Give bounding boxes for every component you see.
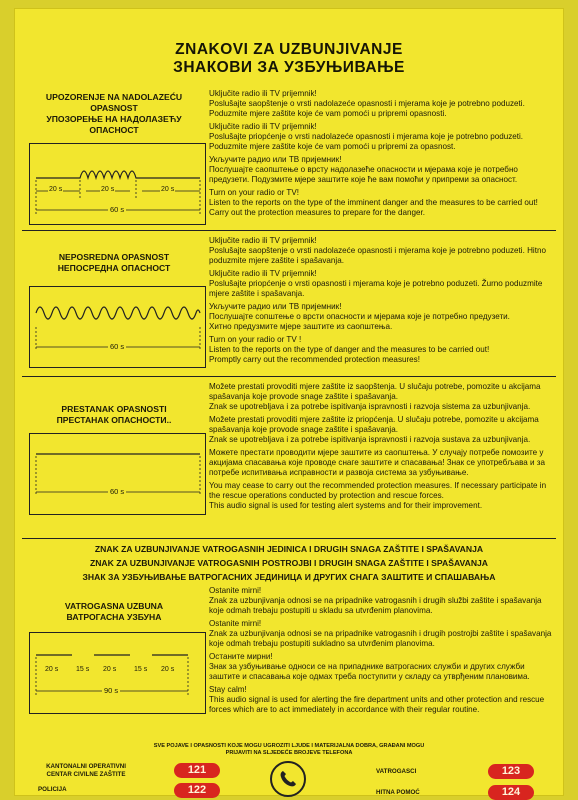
service-label-civil-protection: KANTONALNI OPERATIVNI CENTAR CIVILNE ZAŠTITE <box>46 763 126 778</box>
signal-header <box>24 92 204 136</box>
instruction-serbian: Укључите радио или ТВ пријемник! Послушајте саопштење о врсту надолазеће опасности и мјерама које је потребно предузети. Подузмите мјере заштите које ће вам помоћи у припреми за опасност. <box>209 155 518 184</box>
instruction-serbian: Укључите радио или ТВ пријемник! Послушајте сопштење о врсти опасности и мјерама које је потребно предузети. Хитно предузмите мјере заштите из саопштења. <box>209 302 510 331</box>
fire-alarm-heading-croatian: ZNAK ZA UZBUNJIVANJE VATROGASNIH POSTROJBI I DRUGIH SNAGA ZAŠTITE I SPAŠAVANJA <box>89 558 489 568</box>
section-fire-alarm <box>14 586 564 736</box>
signal-diagram <box>29 286 206 368</box>
signal-header <box>24 404 204 426</box>
signal-name-latin: PRESTANAK OPASNOSTI <box>61 404 167 414</box>
instruction-english: Turn on your radio or TV! Listen to the reports on the type of the imminent danger and the measures to be carried out! Carry out the protection measures to prepare for the danger. <box>209 188 538 217</box>
number-civil-protection[interactable]: 121 <box>174 763 220 778</box>
segment-duration: 20 s <box>45 666 59 673</box>
total-duration: 60 s <box>110 487 125 496</box>
signal-name-cyrillic: ПРЕСТАНАК ОПАСНОСТИ.. <box>56 415 172 425</box>
signal-diagram <box>29 632 206 714</box>
segment-duration: 20 s <box>103 666 117 673</box>
signal-instructions <box>209 89 554 221</box>
signal-instructions <box>209 236 554 368</box>
instruction-croatian: Uključite radio ili TV prijemnik! Poslušajte priopćenje o vrsti nadolazeće opasnosti i mjerama koje je potrebno poduzeti. Poduzmite mjere zaštite koje će vam pomoći u pripremi za opasnost. <box>209 122 524 151</box>
section-direct-danger <box>14 234 564 374</box>
service-label-ambulance: HITNA POMOĆ <box>376 789 420 796</box>
signal-name-cyrillic: УПОЗОРЕЊЕ НА НАДОЛАЗЕЋУ ОПАСНОСТ <box>46 114 182 135</box>
note-line: SVE POJAVE I OPASNOSTI KOJE MOGU UGROZITI LJUDE I MATERIJALNA DOBRA, GRAĐANI MOGU <box>153 743 425 749</box>
signal-header <box>24 252 204 274</box>
instruction-bosnian: Uključite radio ili TV prijemnik! Poslušajte saopštenje o vrsti nadolazeće opasnosti i mjerama koje je potrebno poduzeti. Hitno poduzmite mjere zaštite i spašavanja. <box>209 236 546 265</box>
section-divider <box>22 538 556 539</box>
number-firefighters[interactable]: 123 <box>488 764 534 779</box>
poster-title-cyrillic: ЗНАКОВИ ЗА УЗБУЊИВАЊЕ <box>173 59 405 76</box>
fire-alarm-heading-serbian: ЗНАК ЗА УЗБУЊИВАЊЕ ВАТРОГАСНИХ ЈЕДИНИЦА И ДРУГИХ СНАГА ЗАШТИТЕ И СПАШАВАЊА <box>82 572 496 582</box>
note-line: PRIJAVITI NA SLJEDEĆE BROJEVE TELEFONA <box>225 750 353 756</box>
signal-instructions <box>209 382 554 514</box>
service-label-firefighters: VATROGASCI <box>376 768 417 775</box>
signal-name-latin: VATROGASNA UZBUNA <box>64 601 164 611</box>
segment-duration: 20 s <box>161 186 175 193</box>
number-police[interactable]: 122 <box>174 783 220 798</box>
signal-waveform <box>30 287 205 367</box>
instruction-serbian: Можете престати проводити мјере заштите из саопштења. У случају потребе помозите у акцијама спасавања које проводе снаге заштите и спасавања! Знак се употребљава и за потребе испитивања исправности и развоја система за узбуњивање. <box>209 448 546 477</box>
instruction-english: You may cease to carry out the recommended protection measures. If necessary participate in the rescue operations conducted by protection and rescue forces. This audio signal is used for testing alert systems and for their improvement. <box>209 481 547 510</box>
instruction-serbian: Останите мирни! Знак за узбуњивање односи се на припаднике ватрогасних служби и других служби заштите и спасавања које одмах треба поступити у складу са утврђеним плановима. <box>209 652 530 681</box>
signal-instructions <box>209 586 554 718</box>
segment-duration: 20 s <box>161 666 175 673</box>
section-divider <box>22 230 556 231</box>
signal-header <box>24 601 204 623</box>
instruction-croatian: Uključite radio ili TV prijemnik! Poslušajte priopćenje o vrsti opasnosti i mjerama koje je potrebno poduzeti. Žurno poduzmite mjere zaštite i spašavanja. <box>209 269 543 298</box>
section-imminent-danger <box>14 86 564 228</box>
service-label-police: POLICIJA <box>38 786 67 793</box>
alert-signals-poster <box>14 8 564 796</box>
instruction-croatian: Ostanite mirni! Znak za uzbunjivanja odnosi se na pripadnike vatrogasnih i drugih postrojbi zaštite i spašavanja koje odmah trebaju postupiti sukladno sa utvrđenim planovima. <box>209 619 552 648</box>
segment-duration: 15 s <box>134 666 148 673</box>
instruction-bosnian: Možete prestati provoditi mjere zaštite iz saopštenja. U slučaju potrebe, pomozite u akcijama spašavanja koje provode snage zaštite i spašavanja. Znak se upotrebljava i za potrebe ispitivanja ispravnosti i razvoja sistema za uzbunjivanja. <box>209 382 541 411</box>
instruction-english: Stay calm! This audio signal is used for alerting the fire department units and other protection and rescue forces which are to act immediately in accordance with their regular routine. <box>209 685 545 714</box>
instruction-bosnian: Ostanite mirni! Znak za uzbunjivanja odnosi se na pripadnike vatrogasnih i drugih službi zaštite i spašavanja koje odmah trebaju postupiti u skladu sa utvrđenim planovima. <box>209 586 542 615</box>
signal-waveform <box>30 434 205 514</box>
poster-title-latin: ZNAKOVI ZA UZBUNJIVANJE <box>175 41 403 58</box>
signal-diagram <box>29 143 206 225</box>
total-duration: 60 s <box>110 342 125 351</box>
fire-alarm-heading-bosnian: ZNAK ZA UZBUNJIVANJE VATROGASNIH JEDINICA I DRUGIH SNAGA ZAŠTITE I SPAŠAVANJA <box>94 544 484 554</box>
emergency-numbers-note <box>14 743 564 757</box>
section-danger-ended <box>14 380 564 538</box>
signal-name-cyrillic: НЕПОСРЕДНА ОПАСНОСТ <box>57 263 171 273</box>
signal-name-cyrillic: ВАТРОГАСНА УЗБУНА <box>66 612 162 622</box>
signal-name-latin: UPOZORENJE NA NADOLAZEĆU OPASNOST <box>45 92 183 113</box>
segment-duration: 20 s <box>101 186 115 193</box>
instruction-english: Turn on your radio or TV ! Listen to the reports on the type of danger and the measures to be carried out! Promptly carry out the recommended protection measures! <box>209 335 490 364</box>
signal-name-latin: NEPOSREDNA OPASNOST <box>58 252 170 262</box>
instruction-bosnian: Uključite radio ili TV prijemnik! Poslušajte saopštenje o vrsti nadolazeće opasnosti i mjerama koje je potrebno poduzeti. Poduzmite mjere zaštite koje će vam pomoći u pripremi opasnosti. <box>209 89 525 118</box>
segment-duration: 15 s <box>76 666 90 673</box>
phone-icon <box>270 761 306 797</box>
section-divider <box>22 376 556 377</box>
segment-duration: 20 s <box>49 186 63 193</box>
total-duration: 90 s <box>104 686 119 695</box>
signal-waveform <box>30 633 205 713</box>
signal-diagram <box>29 433 206 515</box>
number-ambulance[interactable]: 124 <box>488 785 534 800</box>
instruction-croatian: Možete prestati provoditi mjere zaštite iz priopćenja. U slučaju potrebe, pomozite u akcijama spašavanja koje provode snage zaštite i spašavanja. Znak se upotrebljava i za potrebe ispitivanja ispravnosti i razvoja sustava za uzbunjivanja. <box>209 415 539 444</box>
total-duration: 60 s <box>110 205 125 214</box>
